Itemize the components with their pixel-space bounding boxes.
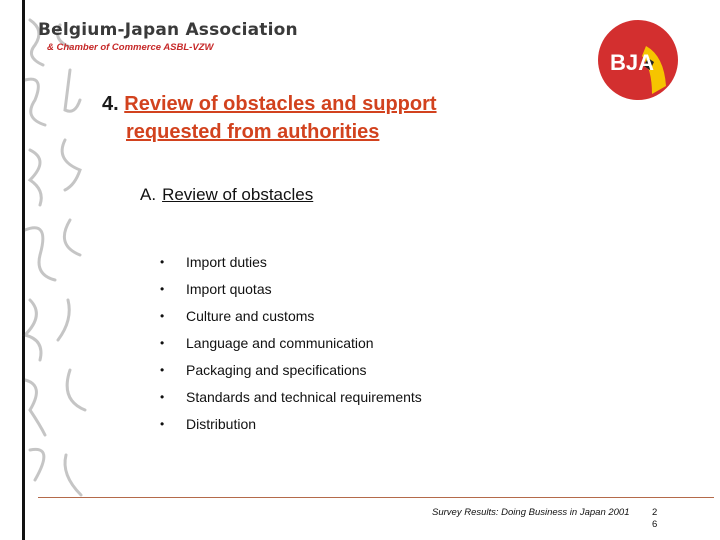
bullet-icon: • xyxy=(160,335,165,350)
list-item-label: Import quotas xyxy=(186,280,272,297)
calligraphy-background-icon xyxy=(0,0,110,530)
slide-title-number: 4. xyxy=(102,93,119,115)
slide-title-line2: requested from authorities xyxy=(126,121,380,143)
org-logo-block xyxy=(38,20,298,53)
org-name: Belgium-Japan Association xyxy=(38,20,298,40)
page-number xyxy=(652,507,662,531)
list-item-label: Standards and technical requirements xyxy=(186,388,422,405)
list-item-label: Import duties xyxy=(186,253,267,270)
bullet-icon: • xyxy=(160,416,165,431)
footer-source: Survey Results: Doing Business in Japan 2001 xyxy=(432,507,630,518)
list-item-label: Culture and customs xyxy=(186,307,315,324)
footer-rule xyxy=(38,497,714,498)
list-item-label: Language and communication xyxy=(186,334,374,351)
bullet-icon: • xyxy=(160,254,165,269)
bullet-icon: • xyxy=(160,308,165,323)
list-item xyxy=(160,383,422,410)
section-heading xyxy=(140,185,313,205)
bullet-icon: • xyxy=(160,389,165,404)
section-heading-text: Review of obstacles xyxy=(162,185,314,204)
list-item xyxy=(160,275,422,302)
list-item xyxy=(160,356,422,383)
list-item xyxy=(160,410,422,437)
slide-title-line1: Review of obstacles and support xyxy=(124,93,437,115)
list-item xyxy=(160,302,422,329)
list-item xyxy=(160,248,422,275)
org-subtitle: & Chamber of Commerce ASBL-VZW xyxy=(47,42,214,53)
bullet-icon: • xyxy=(160,281,165,296)
page-number-digit: 6 xyxy=(652,519,658,530)
slide-title xyxy=(102,90,437,146)
bja-logo-icon xyxy=(596,18,680,102)
page-number-digit: 2 xyxy=(652,507,658,518)
bullet-icon: • xyxy=(160,362,165,377)
list-item-label: Packaging and specifications xyxy=(186,361,367,378)
bja-logo-text: BJA xyxy=(610,50,655,75)
obstacle-list xyxy=(160,248,422,437)
list-item xyxy=(160,329,422,356)
list-item-label: Distribution xyxy=(186,415,257,432)
section-letter: A. xyxy=(140,185,157,204)
